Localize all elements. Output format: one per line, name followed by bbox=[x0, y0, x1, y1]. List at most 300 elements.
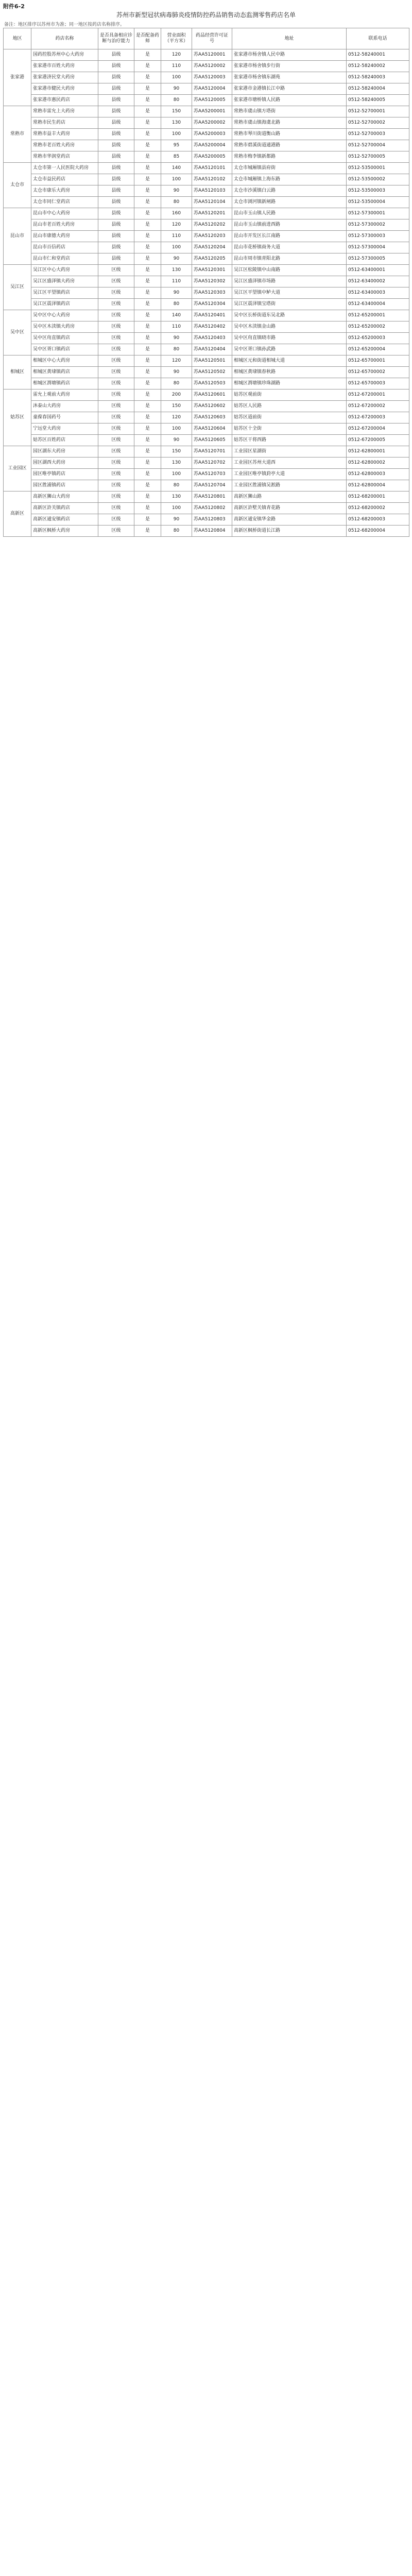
license-cell: 苏AA5120603 bbox=[192, 412, 232, 423]
table-row bbox=[4, 265, 409, 276]
area-cell: 120 bbox=[161, 412, 192, 423]
address-cell: 太仓市沙溪镇白云路 bbox=[232, 185, 347, 197]
area-cell: 80 bbox=[161, 480, 192, 492]
table-row bbox=[4, 355, 409, 367]
phone-cell: 0512-63400002 bbox=[347, 276, 409, 287]
store-name-cell: 常熟市老百姓大药房 bbox=[31, 140, 98, 151]
level-cell: 县级 bbox=[98, 163, 134, 174]
area-cell: 100 bbox=[161, 423, 192, 435]
table-row bbox=[4, 253, 409, 265]
level-cell: 区级 bbox=[98, 514, 134, 526]
phone-cell: 0512-53500003 bbox=[347, 185, 409, 197]
address-cell: 昆山市玉山镇人民路 bbox=[232, 208, 347, 219]
table-row bbox=[4, 401, 409, 412]
table-row bbox=[4, 514, 409, 526]
store-name-cell: 张家港济民堂大药房 bbox=[31, 72, 98, 83]
area-cell: 130 bbox=[161, 457, 192, 469]
store-name-cell: 国药控股苏州中心大药房 bbox=[31, 49, 98, 61]
store-name-cell: 园区唯亭镇药店 bbox=[31, 469, 98, 480]
pharmacist-cell: 是 bbox=[134, 219, 161, 231]
table-row bbox=[4, 344, 409, 355]
phone-cell: 0512-67200005 bbox=[347, 435, 409, 446]
phone-cell: 0512-58240005 bbox=[347, 95, 409, 106]
phone-cell: 0512-68200003 bbox=[347, 514, 409, 526]
table-row bbox=[4, 61, 409, 72]
area-cell: 140 bbox=[161, 310, 192, 321]
phone-cell: 0512-62800003 bbox=[347, 469, 409, 480]
region-cell: 常熟市 bbox=[4, 106, 31, 163]
level-cell: 县级 bbox=[98, 129, 134, 140]
store-name-cell: 昆山市百信药店 bbox=[31, 242, 98, 253]
table-row bbox=[4, 299, 409, 310]
level-cell: 区级 bbox=[98, 276, 134, 287]
address-cell: 姑苏区十全街 bbox=[232, 423, 347, 435]
phone-cell: 0512-68200002 bbox=[347, 503, 409, 514]
pharmacist-cell: 是 bbox=[134, 389, 161, 401]
area-cell: 80 bbox=[161, 197, 192, 208]
phone-cell: 0512-58240002 bbox=[347, 61, 409, 72]
license-cell: 苏AA5120703 bbox=[192, 469, 232, 480]
level-cell: 区级 bbox=[98, 469, 134, 480]
column-header-region: 地区 bbox=[4, 28, 31, 49]
license-cell: 苏AA5120203 bbox=[192, 231, 232, 242]
phone-cell: 0512-65200004 bbox=[347, 344, 409, 355]
pharmacist-cell: 是 bbox=[134, 151, 161, 163]
table-row bbox=[4, 219, 409, 231]
license-cell: 苏AA5120404 bbox=[192, 344, 232, 355]
table-row bbox=[4, 333, 409, 344]
store-name-cell: 太仓市益民药店 bbox=[31, 174, 98, 185]
level-cell: 县级 bbox=[98, 197, 134, 208]
license-cell: 苏AA5120003 bbox=[192, 72, 232, 83]
address-cell: 吴江区平望镇中鲈大道 bbox=[232, 287, 347, 299]
area-cell: 80 bbox=[161, 378, 192, 389]
area-cell: 100 bbox=[161, 129, 192, 140]
table-row bbox=[4, 163, 409, 174]
store-name-cell: 园区湖东大药房 bbox=[31, 446, 98, 457]
address-cell: 张家港市杨舍镇东湖苑 bbox=[232, 72, 347, 83]
address-cell: 姑苏区人民路 bbox=[232, 401, 347, 412]
level-cell: 区级 bbox=[98, 367, 134, 378]
store-name-cell: 昆山市康德大药房 bbox=[31, 231, 98, 242]
area-cell: 100 bbox=[161, 174, 192, 185]
area-cell: 90 bbox=[161, 253, 192, 265]
table-row bbox=[4, 378, 409, 389]
area-cell: 80 bbox=[161, 526, 192, 537]
license-cell: 苏AA5120804 bbox=[192, 526, 232, 537]
store-name-cell: 高新区狮山大药房 bbox=[31, 492, 98, 503]
license-cell: 苏AA5120204 bbox=[192, 242, 232, 253]
phone-cell: 0512-65200003 bbox=[347, 333, 409, 344]
pharmacist-cell: 是 bbox=[134, 231, 161, 242]
level-cell: 区级 bbox=[98, 389, 134, 401]
table-row bbox=[4, 72, 409, 83]
table-row bbox=[4, 503, 409, 514]
column-header-license: 药品经营许可证号 bbox=[192, 28, 232, 49]
level-cell: 区级 bbox=[98, 265, 134, 276]
area-cell: 80 bbox=[161, 95, 192, 106]
level-cell: 区级 bbox=[98, 492, 134, 503]
phone-cell: 0512-67200002 bbox=[347, 401, 409, 412]
area-cell: 130 bbox=[161, 492, 192, 503]
pharmacist-cell: 是 bbox=[134, 367, 161, 378]
pharmacist-cell: 是 bbox=[134, 412, 161, 423]
pharmacist-cell: 是 bbox=[134, 129, 161, 140]
phone-cell: 0512-52700001 bbox=[347, 106, 409, 117]
level-cell: 区级 bbox=[98, 321, 134, 333]
table-row bbox=[4, 469, 409, 480]
address-cell: 太仓市城厢镇县府街 bbox=[232, 163, 347, 174]
region-cell: 太仓市 bbox=[4, 163, 31, 208]
area-cell: 95 bbox=[161, 140, 192, 151]
license-cell: 苏AA5120301 bbox=[192, 265, 232, 276]
pharmacist-cell: 是 bbox=[134, 117, 161, 129]
level-cell: 县级 bbox=[98, 83, 134, 95]
license-cell: 苏AA5120802 bbox=[192, 503, 232, 514]
area-cell: 120 bbox=[161, 355, 192, 367]
column-header-name: 药店名称 bbox=[31, 28, 98, 49]
level-cell: 县级 bbox=[98, 117, 134, 129]
store-name-cell: 昆山市中心大药房 bbox=[31, 208, 98, 219]
pharmacist-cell: 是 bbox=[134, 197, 161, 208]
phone-cell: 0512-58240004 bbox=[347, 83, 409, 95]
store-name-cell: 常熟市雷允上大药房 bbox=[31, 106, 98, 117]
pharmacist-cell: 是 bbox=[134, 480, 161, 492]
table-row bbox=[4, 83, 409, 95]
table-row bbox=[4, 242, 409, 253]
pharmacist-cell: 是 bbox=[134, 321, 161, 333]
region-cell: 吴中区 bbox=[4, 310, 31, 355]
table-row bbox=[4, 231, 409, 242]
level-cell: 县级 bbox=[98, 174, 134, 185]
table-row bbox=[4, 412, 409, 423]
store-name-cell: 吴中区胥口镇药店 bbox=[31, 344, 98, 355]
store-name-cell: 吴江区盛泽镇大药房 bbox=[31, 276, 98, 287]
store-name-cell: 园区湖西大药房 bbox=[31, 457, 98, 469]
pharmacist-cell: 是 bbox=[134, 185, 161, 197]
area-cell: 200 bbox=[161, 389, 192, 401]
pharmacist-cell: 是 bbox=[134, 276, 161, 287]
license-cell: 苏AA5120103 bbox=[192, 185, 232, 197]
store-name-cell: 吴中区甪直镇药店 bbox=[31, 333, 98, 344]
level-cell: 区级 bbox=[98, 355, 134, 367]
license-cell: 苏AA5120602 bbox=[192, 401, 232, 412]
license-cell: 苏AA5120201 bbox=[192, 208, 232, 219]
level-cell: 区级 bbox=[98, 333, 134, 344]
level-cell: 区级 bbox=[98, 310, 134, 321]
column-header-level: 是否具备相应诊断与治疗能力 bbox=[98, 28, 134, 49]
store-name-cell: 吴江区平望镇药店 bbox=[31, 287, 98, 299]
address-cell: 吴江区震泽镇宝塔街 bbox=[232, 299, 347, 310]
level-cell: 区级 bbox=[98, 299, 134, 310]
phone-cell: 0512-53500002 bbox=[347, 174, 409, 185]
level-cell: 县级 bbox=[98, 61, 134, 72]
area-cell: 80 bbox=[161, 344, 192, 355]
pharmacist-cell: 是 bbox=[134, 265, 161, 276]
license-cell: 苏AA5120005 bbox=[192, 95, 232, 106]
region-cell: 张家港 bbox=[4, 49, 31, 106]
area-cell: 150 bbox=[161, 446, 192, 457]
phone-cell: 0512-57300004 bbox=[347, 242, 409, 253]
table-row bbox=[4, 389, 409, 401]
table-row bbox=[4, 435, 409, 446]
pharmacist-cell: 是 bbox=[134, 401, 161, 412]
license-cell: 苏AA5120403 bbox=[192, 333, 232, 344]
phone-cell: 0512-67200004 bbox=[347, 423, 409, 435]
table-row bbox=[4, 95, 409, 106]
table-body bbox=[4, 49, 409, 537]
region-cell: 相城区 bbox=[4, 355, 31, 389]
table-row bbox=[4, 174, 409, 185]
region-cell: 昆山市 bbox=[4, 208, 31, 265]
pharmacist-cell: 是 bbox=[134, 333, 161, 344]
license-cell: 苏AA5120601 bbox=[192, 389, 232, 401]
address-cell: 吴中区木渎镇金山路 bbox=[232, 321, 347, 333]
license-cell: 苏AA5200002 bbox=[192, 117, 232, 129]
store-name-cell: 沐泰山大药房 bbox=[31, 401, 98, 412]
region-cell: 高新区 bbox=[4, 492, 31, 537]
address-cell: 太仓市浏河镇新闸路 bbox=[232, 197, 347, 208]
phone-cell: 0512-65700002 bbox=[347, 367, 409, 378]
pharmacist-cell: 是 bbox=[134, 344, 161, 355]
store-name-cell: 园区胜浦镇药店 bbox=[31, 480, 98, 492]
phone-cell: 0512-62800004 bbox=[347, 480, 409, 492]
area-cell: 90 bbox=[161, 185, 192, 197]
table-row bbox=[4, 526, 409, 537]
area-cell: 90 bbox=[161, 367, 192, 378]
area-cell: 110 bbox=[161, 61, 192, 72]
address-cell: 张家港市金港镇长江中路 bbox=[232, 83, 347, 95]
pharmacist-cell: 是 bbox=[134, 253, 161, 265]
area-cell: 120 bbox=[161, 219, 192, 231]
pharmacist-cell: 是 bbox=[134, 526, 161, 537]
phone-cell: 0512-68200004 bbox=[347, 526, 409, 537]
phone-cell: 0512-52700003 bbox=[347, 129, 409, 140]
pharmacist-cell: 是 bbox=[134, 457, 161, 469]
license-cell: 苏AA5120605 bbox=[192, 435, 232, 446]
level-cell: 区级 bbox=[98, 401, 134, 412]
phone-cell: 0512-62800001 bbox=[347, 446, 409, 457]
license-cell: 苏AA5120205 bbox=[192, 253, 232, 265]
address-cell: 昆山市开发区长江南路 bbox=[232, 231, 347, 242]
store-name-cell: 吴中区中心大药房 bbox=[31, 310, 98, 321]
license-cell: 苏AA5120004 bbox=[192, 83, 232, 95]
area-cell: 90 bbox=[161, 514, 192, 526]
pharmacist-cell: 是 bbox=[134, 106, 161, 117]
address-cell: 张家港市杨舍镇步行街 bbox=[232, 61, 347, 72]
area-cell: 150 bbox=[161, 106, 192, 117]
table-row bbox=[4, 197, 409, 208]
pharmacy-table bbox=[3, 28, 409, 537]
address-cell: 相城区黄埭镇春秋路 bbox=[232, 367, 347, 378]
column-header-pharmacist: 是否配备药师 bbox=[134, 28, 161, 49]
table-row bbox=[4, 208, 409, 219]
pharmacist-cell: 是 bbox=[134, 287, 161, 299]
store-name-cell: 太仓市同仁堂药店 bbox=[31, 197, 98, 208]
table-row bbox=[4, 276, 409, 287]
pharmacist-cell: 是 bbox=[134, 95, 161, 106]
level-cell: 县级 bbox=[98, 151, 134, 163]
pharmacist-cell: 是 bbox=[134, 310, 161, 321]
level-cell: 县级 bbox=[98, 185, 134, 197]
address-cell: 昆山市玉山镇前进西路 bbox=[232, 219, 347, 231]
address-cell: 常熟市琴川街道衡山路 bbox=[232, 129, 347, 140]
pharmacist-cell: 是 bbox=[134, 435, 161, 446]
license-cell: 苏AA5120503 bbox=[192, 378, 232, 389]
address-cell: 常熟市虞山镇海虞北路 bbox=[232, 117, 347, 129]
store-name-cell: 相城区中心大药房 bbox=[31, 355, 98, 367]
table-row bbox=[4, 151, 409, 163]
pharmacist-cell: 是 bbox=[134, 503, 161, 514]
phone-cell: 0512-65700003 bbox=[347, 378, 409, 389]
phone-cell: 0512-63400001 bbox=[347, 265, 409, 276]
pharmacist-cell: 是 bbox=[134, 208, 161, 219]
table-row bbox=[4, 185, 409, 197]
phone-cell: 0512-58240003 bbox=[347, 72, 409, 83]
region-cell: 吴江区 bbox=[4, 265, 31, 310]
address-cell: 昆山市花桥镇商务大道 bbox=[232, 242, 347, 253]
address-cell: 姑苏区道前街 bbox=[232, 412, 347, 423]
area-cell: 100 bbox=[161, 242, 192, 253]
address-cell: 常熟市虞山镇方塔街 bbox=[232, 106, 347, 117]
area-cell: 120 bbox=[161, 49, 192, 61]
table-row bbox=[4, 310, 409, 321]
column-header-phone: 联系电话 bbox=[347, 28, 409, 49]
table-row bbox=[4, 457, 409, 469]
phone-cell: 0512-67200001 bbox=[347, 389, 409, 401]
pharmacist-cell: 是 bbox=[134, 514, 161, 526]
address-cell: 昆山市周市镇青阳北路 bbox=[232, 253, 347, 265]
store-name-cell: 张家港市惠民药店 bbox=[31, 95, 98, 106]
table-row bbox=[4, 140, 409, 151]
address-cell: 张家港市塘桥镇人民路 bbox=[232, 95, 347, 106]
store-name-cell: 张家港市健民大药房 bbox=[31, 83, 98, 95]
address-cell: 高新区通安镇华金路 bbox=[232, 514, 347, 526]
area-cell: 160 bbox=[161, 208, 192, 219]
level-cell: 区级 bbox=[98, 412, 134, 423]
phone-cell: 0512-63400004 bbox=[347, 299, 409, 310]
level-cell: 区级 bbox=[98, 457, 134, 469]
level-cell: 区级 bbox=[98, 480, 134, 492]
license-cell: 苏AA5200001 bbox=[192, 106, 232, 117]
pharmacist-cell: 是 bbox=[134, 446, 161, 457]
license-cell: 苏AA5120502 bbox=[192, 367, 232, 378]
store-name-cell: 高新区浒关镇药店 bbox=[31, 503, 98, 514]
area-cell: 150 bbox=[161, 401, 192, 412]
address-cell: 工业园区唯亭镇葑亭大道 bbox=[232, 469, 347, 480]
address-cell: 吴江区盛泽镇市场路 bbox=[232, 276, 347, 287]
phone-cell: 0512-52700005 bbox=[347, 151, 409, 163]
region-cell: 姑苏区 bbox=[4, 389, 31, 446]
address-cell: 工业园区胜浦镇吴淞路 bbox=[232, 480, 347, 492]
store-name-cell: 吴中区木渎镇大药房 bbox=[31, 321, 98, 333]
table-note: 备注：地区排序以苏州市为准；同一地区按药店名称排序。 bbox=[4, 22, 125, 27]
store-name-cell: 宁远堂大药房 bbox=[31, 423, 98, 435]
table-row bbox=[4, 287, 409, 299]
store-name-cell: 吴江区中心大药房 bbox=[31, 265, 98, 276]
phone-cell: 0512-52700002 bbox=[347, 117, 409, 129]
address-cell: 吴江区松陵镇中山南路 bbox=[232, 265, 347, 276]
address-cell: 高新区枫桥街道长江路 bbox=[232, 526, 347, 537]
license-cell: 苏AA5120701 bbox=[192, 446, 232, 457]
license-cell: 苏AA5120002 bbox=[192, 61, 232, 72]
level-cell: 区级 bbox=[98, 503, 134, 514]
license-cell: 苏AA5120104 bbox=[192, 197, 232, 208]
license-cell: 苏AA5120801 bbox=[192, 492, 232, 503]
table-row bbox=[4, 367, 409, 378]
area-cell: 90 bbox=[161, 333, 192, 344]
license-cell: 苏AA5120102 bbox=[192, 174, 232, 185]
phone-cell: 0512-58240001 bbox=[347, 49, 409, 61]
area-cell: 110 bbox=[161, 321, 192, 333]
license-cell: 苏AA5120303 bbox=[192, 287, 232, 299]
phone-cell: 0512-62800002 bbox=[347, 457, 409, 469]
area-cell: 100 bbox=[161, 469, 192, 480]
pharmacist-cell: 是 bbox=[134, 174, 161, 185]
page-title: 苏州市新型冠状病毒肺炎疫情防控药品销售动态监测零售药店名单 bbox=[116, 11, 296, 19]
store-name-cell: 高新区通安镇药店 bbox=[31, 514, 98, 526]
area-cell: 110 bbox=[161, 276, 192, 287]
store-name-cell: 吴江区震泽镇药店 bbox=[31, 299, 98, 310]
level-cell: 区级 bbox=[98, 344, 134, 355]
pharmacist-cell: 是 bbox=[134, 49, 161, 61]
level-cell: 县级 bbox=[98, 242, 134, 253]
pharmacist-cell: 是 bbox=[134, 140, 161, 151]
phone-cell: 0512-53500004 bbox=[347, 197, 409, 208]
pharmacist-cell: 是 bbox=[134, 242, 161, 253]
license-cell: 苏AA5120402 bbox=[192, 321, 232, 333]
address-cell: 相城区元和街道相城大道 bbox=[232, 355, 347, 367]
license-cell: 苏AA5120001 bbox=[192, 49, 232, 61]
address-cell: 姑苏区观前街 bbox=[232, 389, 347, 401]
area-cell: 140 bbox=[161, 163, 192, 174]
address-cell: 吴中区长桥街道东吴北路 bbox=[232, 310, 347, 321]
address-cell: 高新区狮山路 bbox=[232, 492, 347, 503]
phone-cell: 0512-57300001 bbox=[347, 208, 409, 219]
table-row bbox=[4, 321, 409, 333]
phone-cell: 0512-67200003 bbox=[347, 412, 409, 423]
phone-cell: 0512-57300005 bbox=[347, 253, 409, 265]
table-header-row bbox=[4, 28, 409, 49]
table-row bbox=[4, 480, 409, 492]
address-cell: 相城区渭塘镇珍珠湖路 bbox=[232, 378, 347, 389]
address-cell: 太仓市城厢镇上海东路 bbox=[232, 174, 347, 185]
license-cell: 苏AA5120702 bbox=[192, 457, 232, 469]
level-cell: 县级 bbox=[98, 72, 134, 83]
address-cell: 吴中区甪直镇晓市路 bbox=[232, 333, 347, 344]
table-row bbox=[4, 492, 409, 503]
area-cell: 85 bbox=[161, 151, 192, 163]
area-cell: 130 bbox=[161, 265, 192, 276]
level-cell: 县级 bbox=[98, 95, 134, 106]
level-cell: 区级 bbox=[98, 526, 134, 537]
phone-cell: 0512-57300003 bbox=[347, 231, 409, 242]
area-cell: 80 bbox=[161, 299, 192, 310]
phone-cell: 0512-68200001 bbox=[347, 492, 409, 503]
level-cell: 区级 bbox=[98, 435, 134, 446]
level-cell: 县级 bbox=[98, 49, 134, 61]
table-row bbox=[4, 423, 409, 435]
level-cell: 区级 bbox=[98, 446, 134, 457]
table-row bbox=[4, 49, 409, 61]
phone-cell: 0512-65200001 bbox=[347, 310, 409, 321]
store-name-cell: 昆山市老百姓大药房 bbox=[31, 219, 98, 231]
area-cell: 100 bbox=[161, 72, 192, 83]
address-cell: 高新区浒墅关镇青花路 bbox=[232, 503, 347, 514]
store-name-cell: 童葆春国药号 bbox=[31, 412, 98, 423]
license-cell: 苏AA5120401 bbox=[192, 310, 232, 321]
license-cell: 苏AA5120304 bbox=[192, 299, 232, 310]
